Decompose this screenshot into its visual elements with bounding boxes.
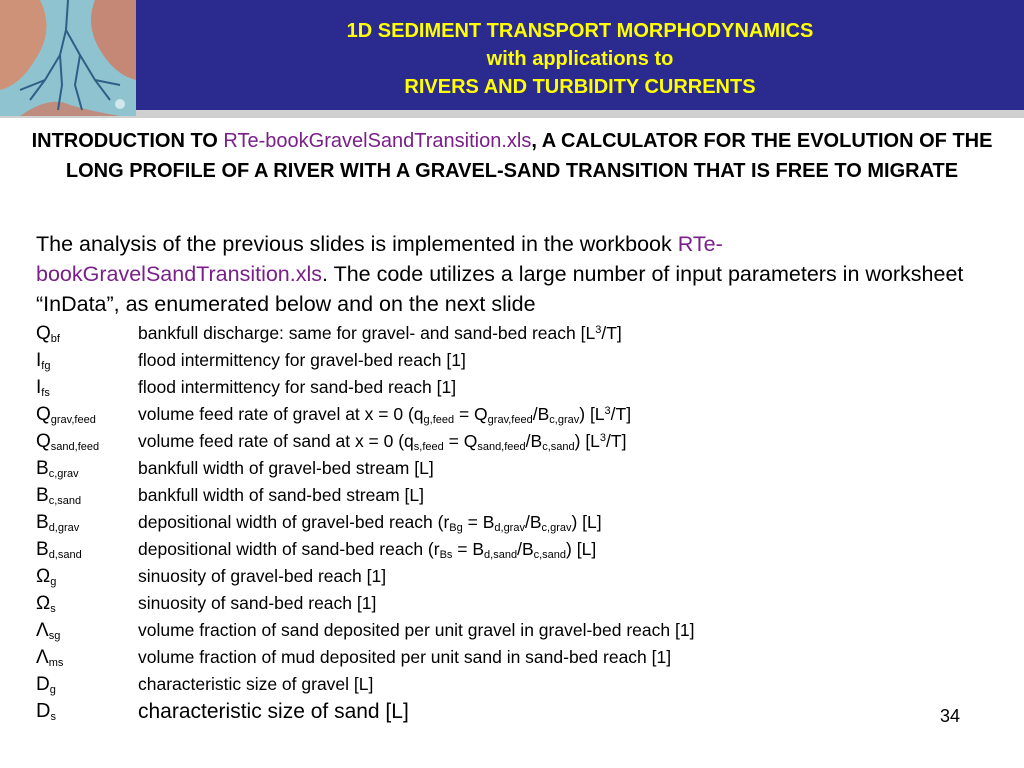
symbol-base: D — [36, 700, 51, 722]
description-subscript: g,feed — [423, 414, 455, 426]
parameter-symbol — [36, 563, 138, 590]
description-text: = Q — [454, 404, 488, 424]
parameter-description — [138, 455, 434, 482]
description-text: /B — [517, 539, 534, 559]
parameter-row — [36, 347, 996, 374]
header-frame — [0, 0, 1024, 118]
description-subscript: sand,feed — [477, 441, 526, 453]
parameter-symbol — [36, 482, 138, 509]
parameter-description — [138, 671, 373, 698]
heading-rest: , A CALCULATOR FOR THE EVOLUTION OF THE LONG PROFILE OF A RIVER WITH A GRAVEL-SAND TRANSITION THAT IS FREE TO MIGRATE — [65, 130, 993, 182]
symbol-base: Q — [36, 323, 51, 344]
parameter-symbol — [36, 509, 138, 536]
parameter-symbol — [36, 590, 138, 617]
description-subscript: c,grav — [541, 522, 572, 534]
description-text: volume fraction of mud deposited per unit sand in sand-bed reach [1] — [138, 647, 672, 667]
description-superscript: 3 — [599, 432, 607, 444]
description-text: = Q — [443, 431, 478, 451]
symbol-subscript: fg — [41, 360, 51, 372]
parameter-description — [138, 482, 424, 509]
symbol-subscript: s — [50, 711, 56, 723]
river-delta-logo — [0, 0, 136, 116]
parameter-symbol — [36, 698, 138, 725]
body-text-b: . The code utilizes a large number of input parameters in worksheet “InData”, as enumerated below and on the next slide — [36, 262, 964, 316]
symbol-base: I — [36, 350, 42, 371]
symbol-subscript: grav,feed — [50, 414, 96, 426]
symbol-base: D — [36, 674, 50, 695]
description-superscript: 3 — [604, 405, 611, 417]
symbol-base: B — [36, 539, 49, 560]
description-text: = B — [452, 539, 485, 559]
symbol-base: Q — [36, 431, 51, 452]
symbol-subscript: fs — [41, 387, 50, 399]
symbol-base: I — [36, 377, 42, 398]
parameter-description — [138, 428, 626, 455]
course-title-line-3: RIVERS AND TURBIDITY CURRENTS — [404, 76, 756, 98]
parameter-description — [138, 617, 694, 644]
slide-heading — [10, 126, 1014, 186]
symbol-subscript: g — [49, 684, 56, 696]
symbol-subscript: bf — [50, 333, 60, 345]
parameter-symbol — [36, 374, 138, 401]
description-text: bankfull width of gravel-bed stream [L] — [138, 458, 434, 478]
heading-filename: RTe-bookGravelSandTransition.xls — [223, 130, 532, 152]
description-text: volume feed rate of gravel at x = 0 (q — [138, 404, 424, 424]
symbol-base: Ω — [36, 566, 51, 587]
symbol-subscript: d,sand — [48, 549, 82, 561]
parameter-description — [138, 698, 409, 725]
description-text: characteristic size of sand [L] — [138, 700, 409, 723]
parameter-row — [36, 698, 996, 725]
parameter-symbol — [36, 428, 138, 455]
description-subscript: d,grav — [494, 522, 525, 534]
symbol-subscript: g — [50, 576, 57, 588]
symbol-base: B — [36, 512, 49, 533]
parameter-row — [36, 374, 996, 401]
description-text: /B — [525, 431, 543, 451]
symbol-subscript: c,sand — [48, 495, 82, 507]
symbol-base: Q — [36, 404, 51, 425]
parameter-description — [138, 536, 596, 563]
description-subscript: c,grav — [549, 414, 580, 426]
parameter-symbol — [36, 617, 138, 644]
parameter-description — [138, 563, 386, 590]
description-text: depositional width of sand-bed reach (r — [138, 539, 440, 559]
description-text: depositional width of gravel-bed reach (r — [138, 512, 450, 532]
parameter-symbol — [36, 671, 138, 698]
description-text: bankfull discharge: same for gravel- and sand-bed reach [L — [138, 323, 596, 343]
symbol-subscript: s — [50, 603, 56, 615]
description-text: /B — [532, 404, 550, 424]
parameter-row — [36, 509, 996, 536]
parameter-row — [36, 401, 996, 428]
body-paragraph — [36, 229, 976, 319]
description-text: volume feed rate of sand at x = 0 (q — [138, 431, 414, 451]
description-subscript: grav,feed — [487, 414, 533, 426]
slide-number: 34 — [940, 706, 961, 726]
parameter-description — [138, 320, 622, 347]
symbol-base: Λ — [36, 647, 49, 668]
symbol-base: Λ — [36, 620, 49, 641]
parameter-symbol — [36, 644, 138, 671]
parameter-symbol — [36, 320, 138, 347]
description-text: flood intermittency for gravel-bed reach [1] — [138, 350, 466, 370]
body-filename: RTe-bookGravelSandTransition.xls — [36, 232, 723, 286]
description-text: /T] — [606, 431, 627, 451]
symbol-subscript: c,grav — [48, 468, 79, 480]
description-subscript: Bs — [439, 549, 453, 561]
description-text: ) [L — [579, 404, 605, 424]
description-text: bankfull width of sand-bed stream [L] — [138, 485, 424, 505]
description-text: /T] — [601, 323, 622, 343]
symbol-base: B — [36, 485, 49, 506]
description-text: ) [L] — [571, 512, 602, 532]
parameter-row — [36, 590, 996, 617]
parameter-row — [36, 617, 996, 644]
parameter-row — [36, 644, 996, 671]
symbol-base: B — [36, 458, 49, 479]
description-text: ) [L — [574, 431, 600, 451]
description-text: /T] — [610, 404, 632, 424]
symbol-subscript: ms — [48, 657, 64, 669]
description-text: sinuosity of gravel-bed reach [1] — [138, 566, 387, 586]
description-subscript: Bg — [449, 522, 463, 534]
parameter-symbol — [36, 401, 138, 428]
parameter-row — [36, 455, 996, 482]
body-text-a: The analysis of the previous slides is implemented in the workbook — [36, 232, 678, 256]
parameter-row — [36, 482, 996, 509]
parameter-description — [138, 401, 631, 428]
parameter-symbol — [36, 455, 138, 482]
heading-lead: INTRODUCTION TO — [31, 130, 224, 152]
description-subscript: d,sand — [484, 549, 518, 561]
parameter-description — [138, 590, 376, 617]
parameter-description — [138, 644, 671, 671]
description-text: flood intermittency for sand-bed reach [1] — [138, 377, 457, 397]
course-title-line-1: 1D SEDIMENT TRANSPORT MORPHODYNAMICS — [346, 20, 814, 42]
description-text: characteristic size of gravel [L] — [138, 674, 374, 694]
description-subscript: s,feed — [413, 441, 444, 453]
description-superscript: 3 — [595, 324, 602, 336]
description-text: sinuosity of sand-bed reach [1] — [138, 593, 377, 613]
description-text: /B — [524, 512, 542, 532]
description-text: ) [L] — [566, 539, 597, 559]
parameter-description — [138, 509, 602, 536]
description-subscript: c,sand — [542, 441, 575, 453]
parameter-row — [36, 536, 996, 563]
parameter-row — [36, 320, 996, 347]
symbol-subscript: sg — [48, 630, 61, 642]
course-title-line-2: with applications to — [486, 48, 674, 70]
description-text: = B — [462, 512, 495, 532]
parameter-symbol — [36, 347, 138, 374]
parameter-row — [36, 671, 996, 698]
parameter-symbol — [36, 536, 138, 563]
parameter-list — [36, 320, 996, 725]
description-subscript: c,sand — [533, 549, 567, 561]
parameter-row — [36, 563, 996, 590]
symbol-base: Ω — [36, 593, 51, 614]
description-text: volume fraction of sand deposited per unit gravel in gravel-bed reach [1] — [138, 620, 695, 640]
symbol-subscript: sand,feed — [50, 441, 100, 453]
parameter-row — [36, 428, 996, 455]
parameter-description — [138, 347, 466, 374]
parameter-description — [138, 374, 456, 401]
symbol-subscript: d,grav — [48, 522, 80, 534]
